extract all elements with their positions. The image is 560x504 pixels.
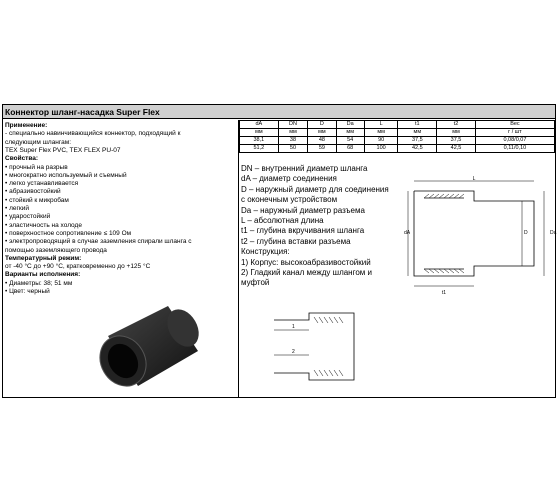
table-cell: DN bbox=[278, 121, 308, 129]
side-drawing bbox=[404, 176, 557, 301]
spec-column bbox=[239, 120, 555, 397]
description-line: • Диаметры: 38; 51 мм bbox=[5, 279, 73, 287]
legend-line: dA – диаметр соединения bbox=[241, 174, 337, 184]
label-D: D bbox=[524, 230, 528, 236]
table-row bbox=[240, 129, 555, 137]
table-cell: 68 bbox=[336, 145, 364, 153]
legend bbox=[241, 164, 389, 289]
table-cell: мм bbox=[308, 129, 336, 137]
table-cell: 51,2 bbox=[240, 145, 279, 153]
label-t1: t1 bbox=[441, 290, 447, 296]
legend-line: D – наружный диаметр для соединения bbox=[241, 184, 389, 194]
table-cell: t2 bbox=[437, 121, 476, 129]
table-cell: 54 bbox=[336, 137, 364, 145]
legend-line: Конструкция: bbox=[241, 247, 290, 257]
table-cell: мм bbox=[278, 129, 308, 137]
table-row bbox=[240, 137, 555, 145]
table-cell: 37,5 bbox=[437, 137, 476, 145]
table-cell: 42,5 bbox=[437, 145, 476, 153]
legend-line: t1 – глубина вкручивания шланга bbox=[241, 226, 365, 236]
legend-line: с оконечным устройством bbox=[241, 195, 338, 205]
description-line: от -40 °С до +90 °С, кратковременно до +125 °С bbox=[5, 263, 151, 271]
table-cell: г / шт bbox=[475, 129, 554, 137]
legend-line: L – абсолютная длина bbox=[241, 216, 324, 226]
table-cell: L bbox=[364, 121, 398, 129]
legend-line: Da – наружный диаметр разъема bbox=[241, 205, 365, 215]
description-line: Применение: bbox=[5, 122, 48, 129]
legend-line: 1) Корпус: высокоабразивостойкий bbox=[241, 257, 371, 267]
table-cell: мм bbox=[364, 129, 398, 137]
description-line: следующим шлангам: bbox=[5, 138, 72, 146]
legend-line: муфтой bbox=[241, 278, 270, 288]
label-L: L bbox=[472, 176, 476, 182]
table-cell: 37,5 bbox=[398, 137, 437, 145]
table-cell: 100 bbox=[364, 145, 398, 153]
description-line: • абразивостойкий bbox=[5, 188, 61, 196]
description-line: Варианты исполнения: bbox=[5, 271, 81, 279]
table-cell: мм bbox=[240, 129, 279, 137]
description-line: • многократно используемый и съемный bbox=[5, 171, 127, 179]
table-cell: 38,1 bbox=[240, 137, 279, 145]
description-line: - специально навинчивающийся коннектор, подходящий к bbox=[5, 130, 181, 138]
label-2: 2 bbox=[292, 349, 295, 355]
spec-table bbox=[239, 120, 555, 153]
description-line: • Цвет: черный bbox=[5, 288, 50, 295]
table-row bbox=[240, 121, 555, 129]
description-line: • легко устанавливается bbox=[5, 180, 79, 188]
table-cell: 50 bbox=[278, 145, 308, 153]
legend-line: DN – внутренний диаметр шланга bbox=[241, 164, 368, 173]
table-cell: D bbox=[308, 121, 336, 129]
section-drawing bbox=[269, 305, 359, 390]
table-cell: t1 bbox=[398, 121, 437, 129]
table-cell: Da bbox=[336, 121, 364, 129]
table-cell: 0,11/0,10 bbox=[475, 145, 554, 153]
legend-line: 2) Гладкий канал между шлангом и bbox=[241, 268, 372, 278]
table-cell: мм bbox=[437, 129, 476, 137]
table-cell: 90 bbox=[364, 137, 398, 145]
table-cell: 0,08/0,07 bbox=[475, 137, 554, 145]
table-cell: 48 bbox=[308, 137, 336, 145]
table-cell: 38 bbox=[278, 137, 308, 145]
sheet-title: Коннектор шланг-насадка Super Flex bbox=[3, 105, 555, 119]
description-line: • поверхностное сопротивление ≤ 109 Ом bbox=[5, 229, 132, 237]
label-1: 1 bbox=[292, 324, 295, 330]
label-dA: dA bbox=[404, 230, 411, 236]
table-cell: dA bbox=[240, 121, 279, 129]
table-cell: мм bbox=[398, 129, 437, 137]
legend-line: t2 – глубина вставки разъема bbox=[241, 236, 351, 246]
description-line: • легкий bbox=[5, 205, 29, 212]
product-photo bbox=[88, 296, 208, 396]
description-line: TEX Super Flex PVC, TEX FLEX PU-07 bbox=[5, 146, 121, 154]
description-line: • ударостойкий bbox=[5, 213, 51, 221]
description-line: Температурный режим: bbox=[5, 254, 82, 262]
description-line: помощью заземляющего провода bbox=[5, 246, 107, 254]
label-Da: Da bbox=[550, 230, 557, 236]
table-cell: мм bbox=[336, 129, 364, 137]
description-line: • стойкий к микробам bbox=[5, 196, 69, 204]
table-cell: Вес bbox=[475, 121, 554, 129]
table-cell: 59 bbox=[308, 145, 336, 153]
description-line: • прочный на разрыв bbox=[5, 163, 68, 171]
product-sheet bbox=[2, 104, 556, 398]
description-line: • эластичность на холоде bbox=[5, 221, 82, 229]
table-cell: 42,5 bbox=[398, 145, 437, 153]
description-line: Свойства: bbox=[5, 155, 39, 163]
description-line: • электропроводящий в случае заземления спирали шланга с bbox=[5, 238, 192, 246]
table-row bbox=[240, 145, 555, 153]
